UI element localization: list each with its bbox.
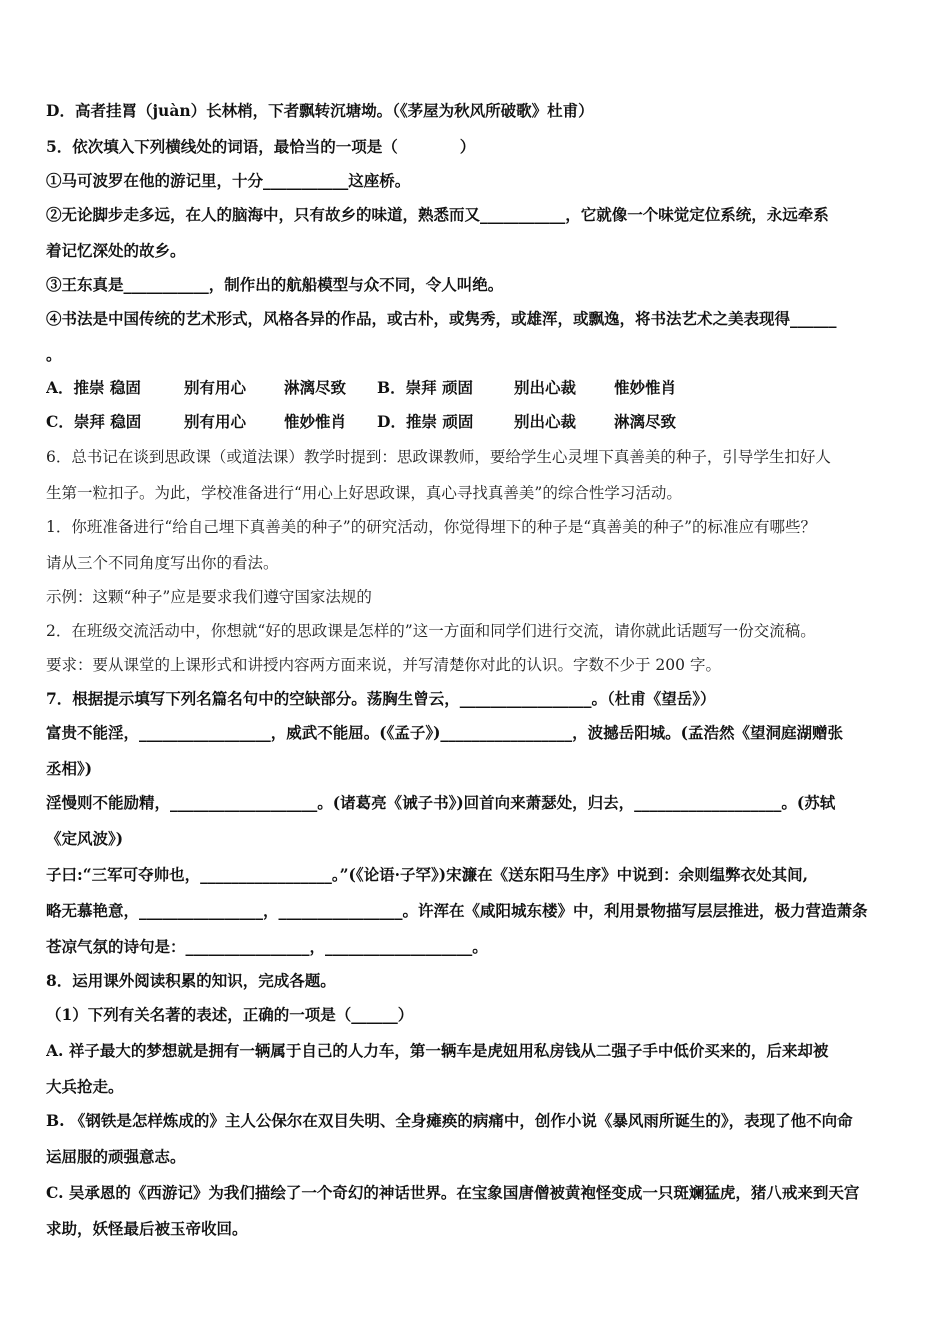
q7-line-3: 丞相》) [46,759,93,778]
q5-sentence-3: ③王东真是___________，制作出的航船模型与众不同，令人叫绝。 [46,275,504,294]
q5-option-a-part2: 别有用心 [184,378,247,397]
q5-option-d-part3: 淋漓尽致 [614,412,677,431]
q7-line-8: 苍凉气氛的诗句是：________________，___________________。 [46,937,488,956]
q6-example: 示例：这颗“种子”应是要求我们遵守国家法规的 [46,588,372,606]
q5-option-c-part3: 惟妙惟肖 [284,412,347,431]
q6-sub-1: 1．你班准备进行“给自己埋下真善美的种子”的研究活动，你觉得埋下的种子是“真善美的种子”的标准应有哪些？ [46,518,817,536]
q5-option-d-part1: D．推崇 顽固 [377,412,474,431]
q6-stem-cont: 生第一粒扣子。为此，学校准备进行“用心上好思政课，真心寻找真善美”的综合性学习活动。 [46,484,682,502]
q5-option-c-part2: 别有用心 [184,412,247,431]
q4-option-d: D．高者挂罥（juàn）长林梢，下者飘转沉塘坳。（《茅屋为秋风所破歌》杜甫） [46,101,594,120]
q7-line-6: 子曰:“三军可夺帅也，_________________。”(《论语·子罕》)宋濂在《送东阳马生序》中说到：余则缊弊衣处其间, [46,865,809,884]
q8-stem: 8．运用课外阅读积累的知识，完成各题。 [46,971,336,990]
q5-options-cd [46,411,910,433]
q7-line-2: 富贵不能淫，_________________，威武不能屈。(《孟子》)_________________，波撼岳阳城。(孟浩然《望洞庭湖赠张 [46,723,844,742]
q6-sub-2: 2．在班级交流活动中，你想就“好的思政课是怎样的”这一方面和同学们进行交流，请你就此话题写一份交流稿。 [46,622,816,640]
q5-sentence-4-end: 。 [46,345,62,364]
q8-option-b-cont: 运屈服的顽强意志。 [46,1147,186,1166]
q5-option-d-part2: 别出心裁 [514,412,577,431]
q5-option-c-part1: C．崇拜 稳固 [46,412,142,431]
q8-option-a-cont: 大兵抢走。 [46,1077,124,1096]
q8-option-c: C. 吴承恩的《西游记》为我们描绘了一个奇幻的神话世界。在宝象国唐僧被黄袍怪变成一只斑斓猛虎，猪八戒来到天宫 [46,1183,860,1202]
q5-option-b-part2: 别出心裁 [514,378,577,397]
q5-sentence-2: ②无论脚步走多远，在人的脑海中，只有故乡的味道，熟悉而又___________，它就像一个味觉定位系统，永远牵系 [46,205,829,224]
q7-stem: 7．根据提示填写下列名篇名句中的空缺部分。荡胸生曾云，_________________。（杜甫《望岳》） [46,689,716,708]
q8-option-a: A. 祥子最大的梦想就是拥有一辆属于自己的人力车，第一辆车是虎妞用私房钱从二强子手中低价买来的，后来却被 [46,1041,829,1060]
q7-line-4: 淫慢则不能励精，___________________。(诸葛亮《诫子书》)回首向来萧瑟处，归去，___________________。(苏轼 [46,793,836,812]
q7-line-5: 《定风波》) [46,829,124,848]
q5-stem: 5．依次填入下列横线处的词语，最恰当的一项是（ ） [46,137,476,156]
q8-option-c-cont: 求助，妖怪最后被玉帝收回。 [46,1219,248,1238]
q8-option-b: B. 《钢铁是怎样炼成的》主人公保尔在双目失明、全身瘫痪的病痛中，创作小说《暴风雨所诞生的》，表现了他不向命 [46,1111,853,1130]
q5-option-a-part3: 淋漓尽致 [284,378,347,397]
q5-option-a-part1: A．推崇 稳固 [46,378,141,397]
q5-sentence-4: ④书法是中国传统的艺术形式，风格各异的作品，或古朴，或隽秀，或雄浑，或飘逸，将书法艺术之美表现得______ [46,309,837,328]
q6-stem: 6．总书记在谈到思政课（或道法课）教学时提到：思政课教师，要给学生心灵埋下真善美的种子，引导学生扣好人 [46,448,831,466]
q5-option-b-part1: B．崇拜 顽固 [377,378,473,397]
q5-sentence-2-cont: 着记忆深处的故乡。 [46,241,186,260]
q6-requirement: 要求：要从课堂的上课形式和讲授内容两方面来说，并写清楚你对此的认识。字数不少于 200 字。 [46,656,721,674]
q5-options-ab [46,377,910,399]
q7-line-7: 略无慕艳意，________________，________________。许浑在《咸阳城东楼》中，利用景物描写层层推进，极力营造萧条 [46,901,868,920]
q6-sub-1-cont: 请从三个不同角度写出你的看法。 [46,554,279,572]
q8-sub-1: （1）下列有关名著的表述，正确的一项是（______） [46,1005,414,1024]
q5-sentence-1: ①马可波罗在他的游记里，十分___________这座桥。 [46,171,411,190]
q5-option-b-part3: 惟妙惟肖 [614,378,677,397]
